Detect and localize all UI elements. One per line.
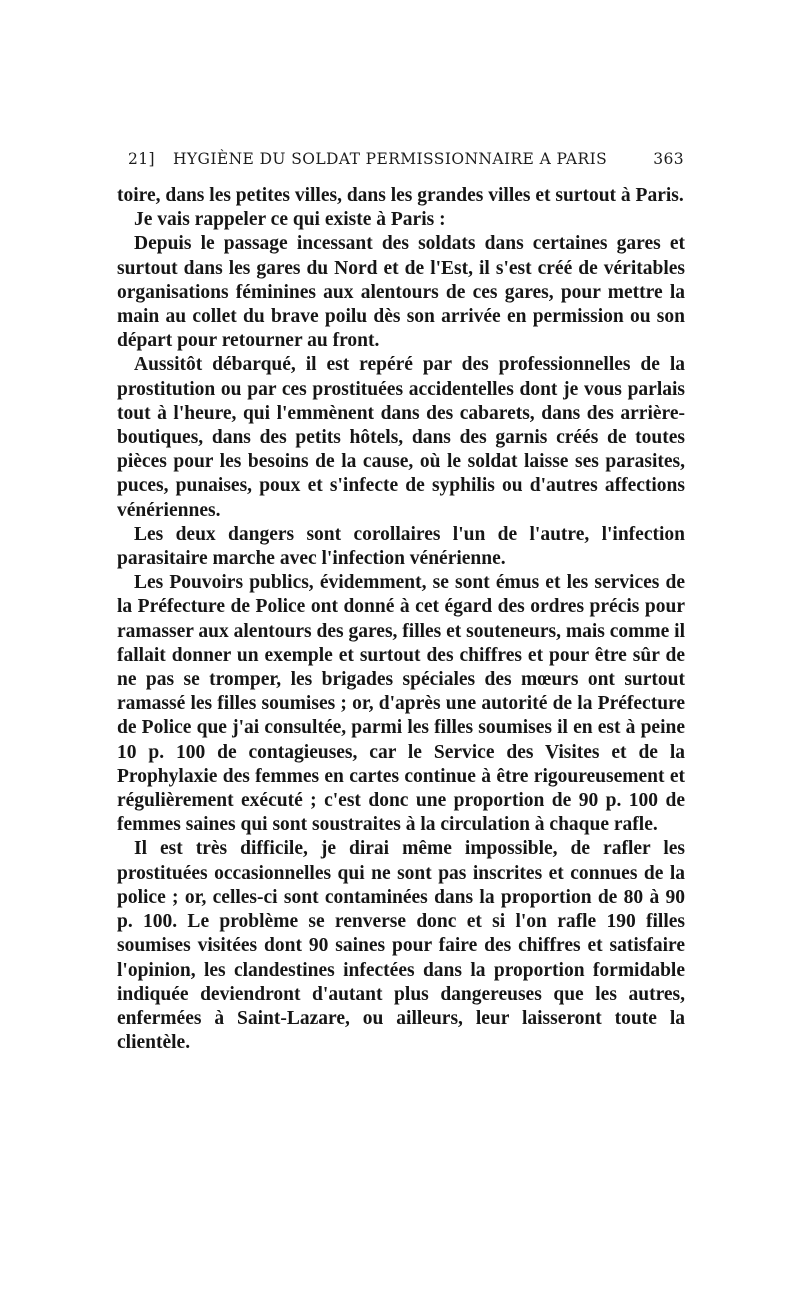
page-number: 363 bbox=[653, 150, 684, 168]
running-header bbox=[128, 148, 684, 170]
paragraph: Depuis le passage incessant des soldats dans certaines gares et surtout dans les gares du Nord et de l'Est, il s'est créé de véritables organisations féminines aux alentours de ces gares, pour mettre la main au collet du brave poilu dès son arrivée en permission ou son départ pour retourner au front. bbox=[117, 233, 685, 352]
signature-mark: 21] bbox=[128, 150, 155, 168]
paragraph: Les Pouvoirs publics, évidemment, se sont émus et les services de la Préfecture de Police ont donné à cet égard des ordres précis pour ramasser aux alentours des gares, filles et souteneurs, mais comme il fallait donner un exemple et surtout des chiffres et pour être sûr de ne pas se tromper, les brigades spéciales des mœurs ont surtout ramassé les filles soumises ; or, d'après une autorité de la Préfecture de Police que j'ai consultée, parmi les filles soumises il en est à peine 10 p. 100 de contagieuses, car le Service des Visites et de la Prophylaxie des femmes en cartes continue à être rigoureusement et régulièrement exécuté ; c'est donc une proportion de 90 p. 100 de femmes saines qui sont soustraites à la circulation à chaque rafle. bbox=[117, 572, 685, 836]
body-text bbox=[117, 184, 685, 1055]
paragraph-continuation: toire, dans les petites villes, dans les grandes villes et surtout à Paris. bbox=[117, 185, 684, 206]
running-title: HYGIÈNE DU SOLDAT PERMISSIONNAIRE A PARIS bbox=[173, 150, 608, 168]
paragraph: Les deux dangers sont corollaires l'un de l'autre, l'infection parasitaire marche avec l'infection vénérienne. bbox=[117, 523, 685, 570]
paragraph: Aussitôt débarqué, il est repéré par des professionnelles de la prostitution ou par ces prostituées accidentelles dont je vous parlais tout à l'heure, qui l'emmènent dans des cabarets, dans des arrière-boutiques, dans des petits hôtels, dans des garnis créés de toutes pièces pour les besoins de la cause, où le soldat laisse ses parasites, puces, punaises, poux et s'infecte de syphilis ou d'autres affections vénériennes. bbox=[117, 354, 685, 521]
paragraph: Il est très difficile, je dirai même impossible, de rafler les prostituées occasionnelles qui ne sont pas inscrites et connues de la police ; or, celles-ci sont contaminées dans la proportion de 80 à 90 p. 100. Le problème se renverse donc et si l'on rafle 190 filles soumises visitées dont 90 saines pour faire des chiffres et satisfaire l'opinion, les clandestines infectées dans la proportion formidable indiquée deviendront d'autant plus dangereuses que les autres, enfermées à Saint-Lazare, ou ailleurs, leur laisseront toute la clientèle. bbox=[117, 838, 685, 1054]
paragraph: Je vais rappeler ce qui existe à Paris : bbox=[134, 209, 446, 231]
